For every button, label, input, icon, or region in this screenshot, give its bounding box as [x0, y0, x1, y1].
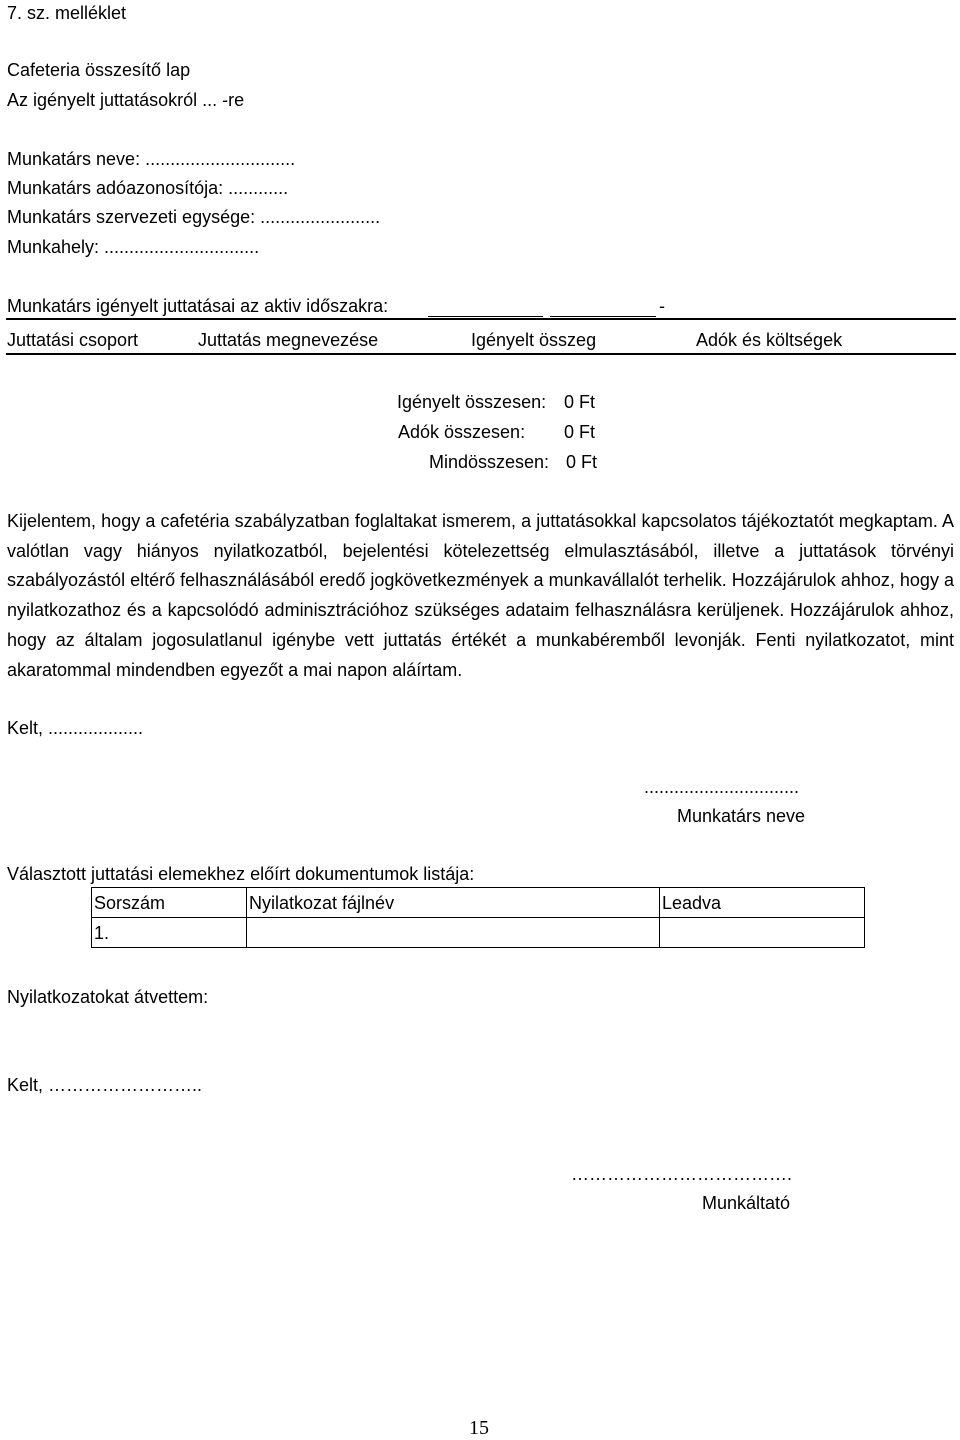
benefits-table-top-rule — [6, 318, 956, 320]
employee-name-field: Munkatárs neve: .............................. — [7, 149, 296, 169]
documents-table-header-row — [92, 888, 865, 918]
documents-cell-number: 1. — [92, 918, 247, 948]
documents-col-submitted: Leadva — [660, 888, 865, 918]
workplace-field: Munkahely: ............................... — [7, 237, 260, 257]
total-requested-value: 0 Ft — [564, 392, 596, 412]
period-start-blank — [428, 316, 543, 317]
attachment-label: 7. sz. melléklet — [7, 3, 127, 23]
col-header-group: Juttatási csoport — [7, 330, 139, 350]
document-subtitle: Az igényelt juttatásokról ... -re — [7, 90, 245, 110]
grand-total-label: Mindösszesen: — [429, 452, 550, 472]
total-taxes-value: 0 Ft — [564, 422, 596, 442]
benefits-table-bottom-rule — [6, 353, 956, 355]
period-label: Munkatárs igényelt juttatásai az aktiv időszakra: — [7, 296, 389, 316]
documents-cell-submitted — [660, 918, 865, 948]
receipt-label: Nyilatkozatokat átvettem: — [7, 987, 209, 1007]
employee-unit-field: Munkatárs szervezeti egysége: ........................ — [7, 207, 381, 227]
table-row — [92, 918, 865, 948]
documents-cell-filename — [247, 918, 660, 948]
col-header-taxes-costs: Adók és költségek — [696, 330, 843, 350]
employee-signature-caption: Munkatárs neve — [677, 806, 806, 826]
documents-list-title: Választott juttatási elemekhez előírt dokumentumok listája: — [7, 864, 475, 884]
total-taxes-label: Adók összesen: — [398, 422, 526, 442]
employer-signature-caption: Munkáltató — [702, 1193, 791, 1213]
employee-signature-line: ............................... — [644, 777, 800, 797]
page-number: 15 — [469, 1417, 489, 1439]
employee-signature-date: Kelt, ................... — [7, 718, 144, 738]
employee-tax-id-field: Munkatárs adóazonosítója: ............ — [7, 178, 289, 198]
col-header-requested-amount: Igényelt összeg — [471, 330, 597, 350]
period-dash: - — [659, 296, 665, 316]
document-title: Cafeteria összesítő lap — [7, 60, 191, 80]
documents-col-filename: Nyilatkozat fájlnév — [247, 888, 660, 918]
documents-table — [91, 887, 865, 948]
employer-signature-line: ………………………………. — [571, 1164, 793, 1184]
period-end-blank — [550, 316, 656, 317]
documents-col-number: Sorszám — [92, 888, 247, 918]
receipt-date: Kelt, …………………….. — [7, 1075, 203, 1095]
col-header-benefit-name: Juttatás megnevezése — [198, 330, 379, 350]
declaration-paragraph: Kijelentem, hogy a cafetéria szabályzatban foglaltakat ismerem, a juttatásokkal kapcsolatos tájékoztatót megkaptam. A valótlan vagy hiányos nyilatkozatból, bejelentési kötelezettség elmulasztásából, illetve a juttatások törvényi szabályozástól eltérő felhasználásából eredő jogkövetkezmények a munkavállalót terhelik. Hozzájárulok ahhoz, hogy a nyilatkozathoz és a kapcsolódó adminisztrációhoz szükséges adataim felhasználásra kerüljenek. Hozzájárulok ahhoz, hogy az általam jogosulatlanul igénybe vett juttatás értékét a munkabéremből levonják. Fenti nyilatkozatot, mint akaratommal mindendben egyezőt a mai napon aláírtam. — [7, 511, 954, 680]
total-requested-label: Igényelt összesen: — [397, 392, 547, 412]
grand-total-value: 0 Ft — [566, 452, 598, 472]
